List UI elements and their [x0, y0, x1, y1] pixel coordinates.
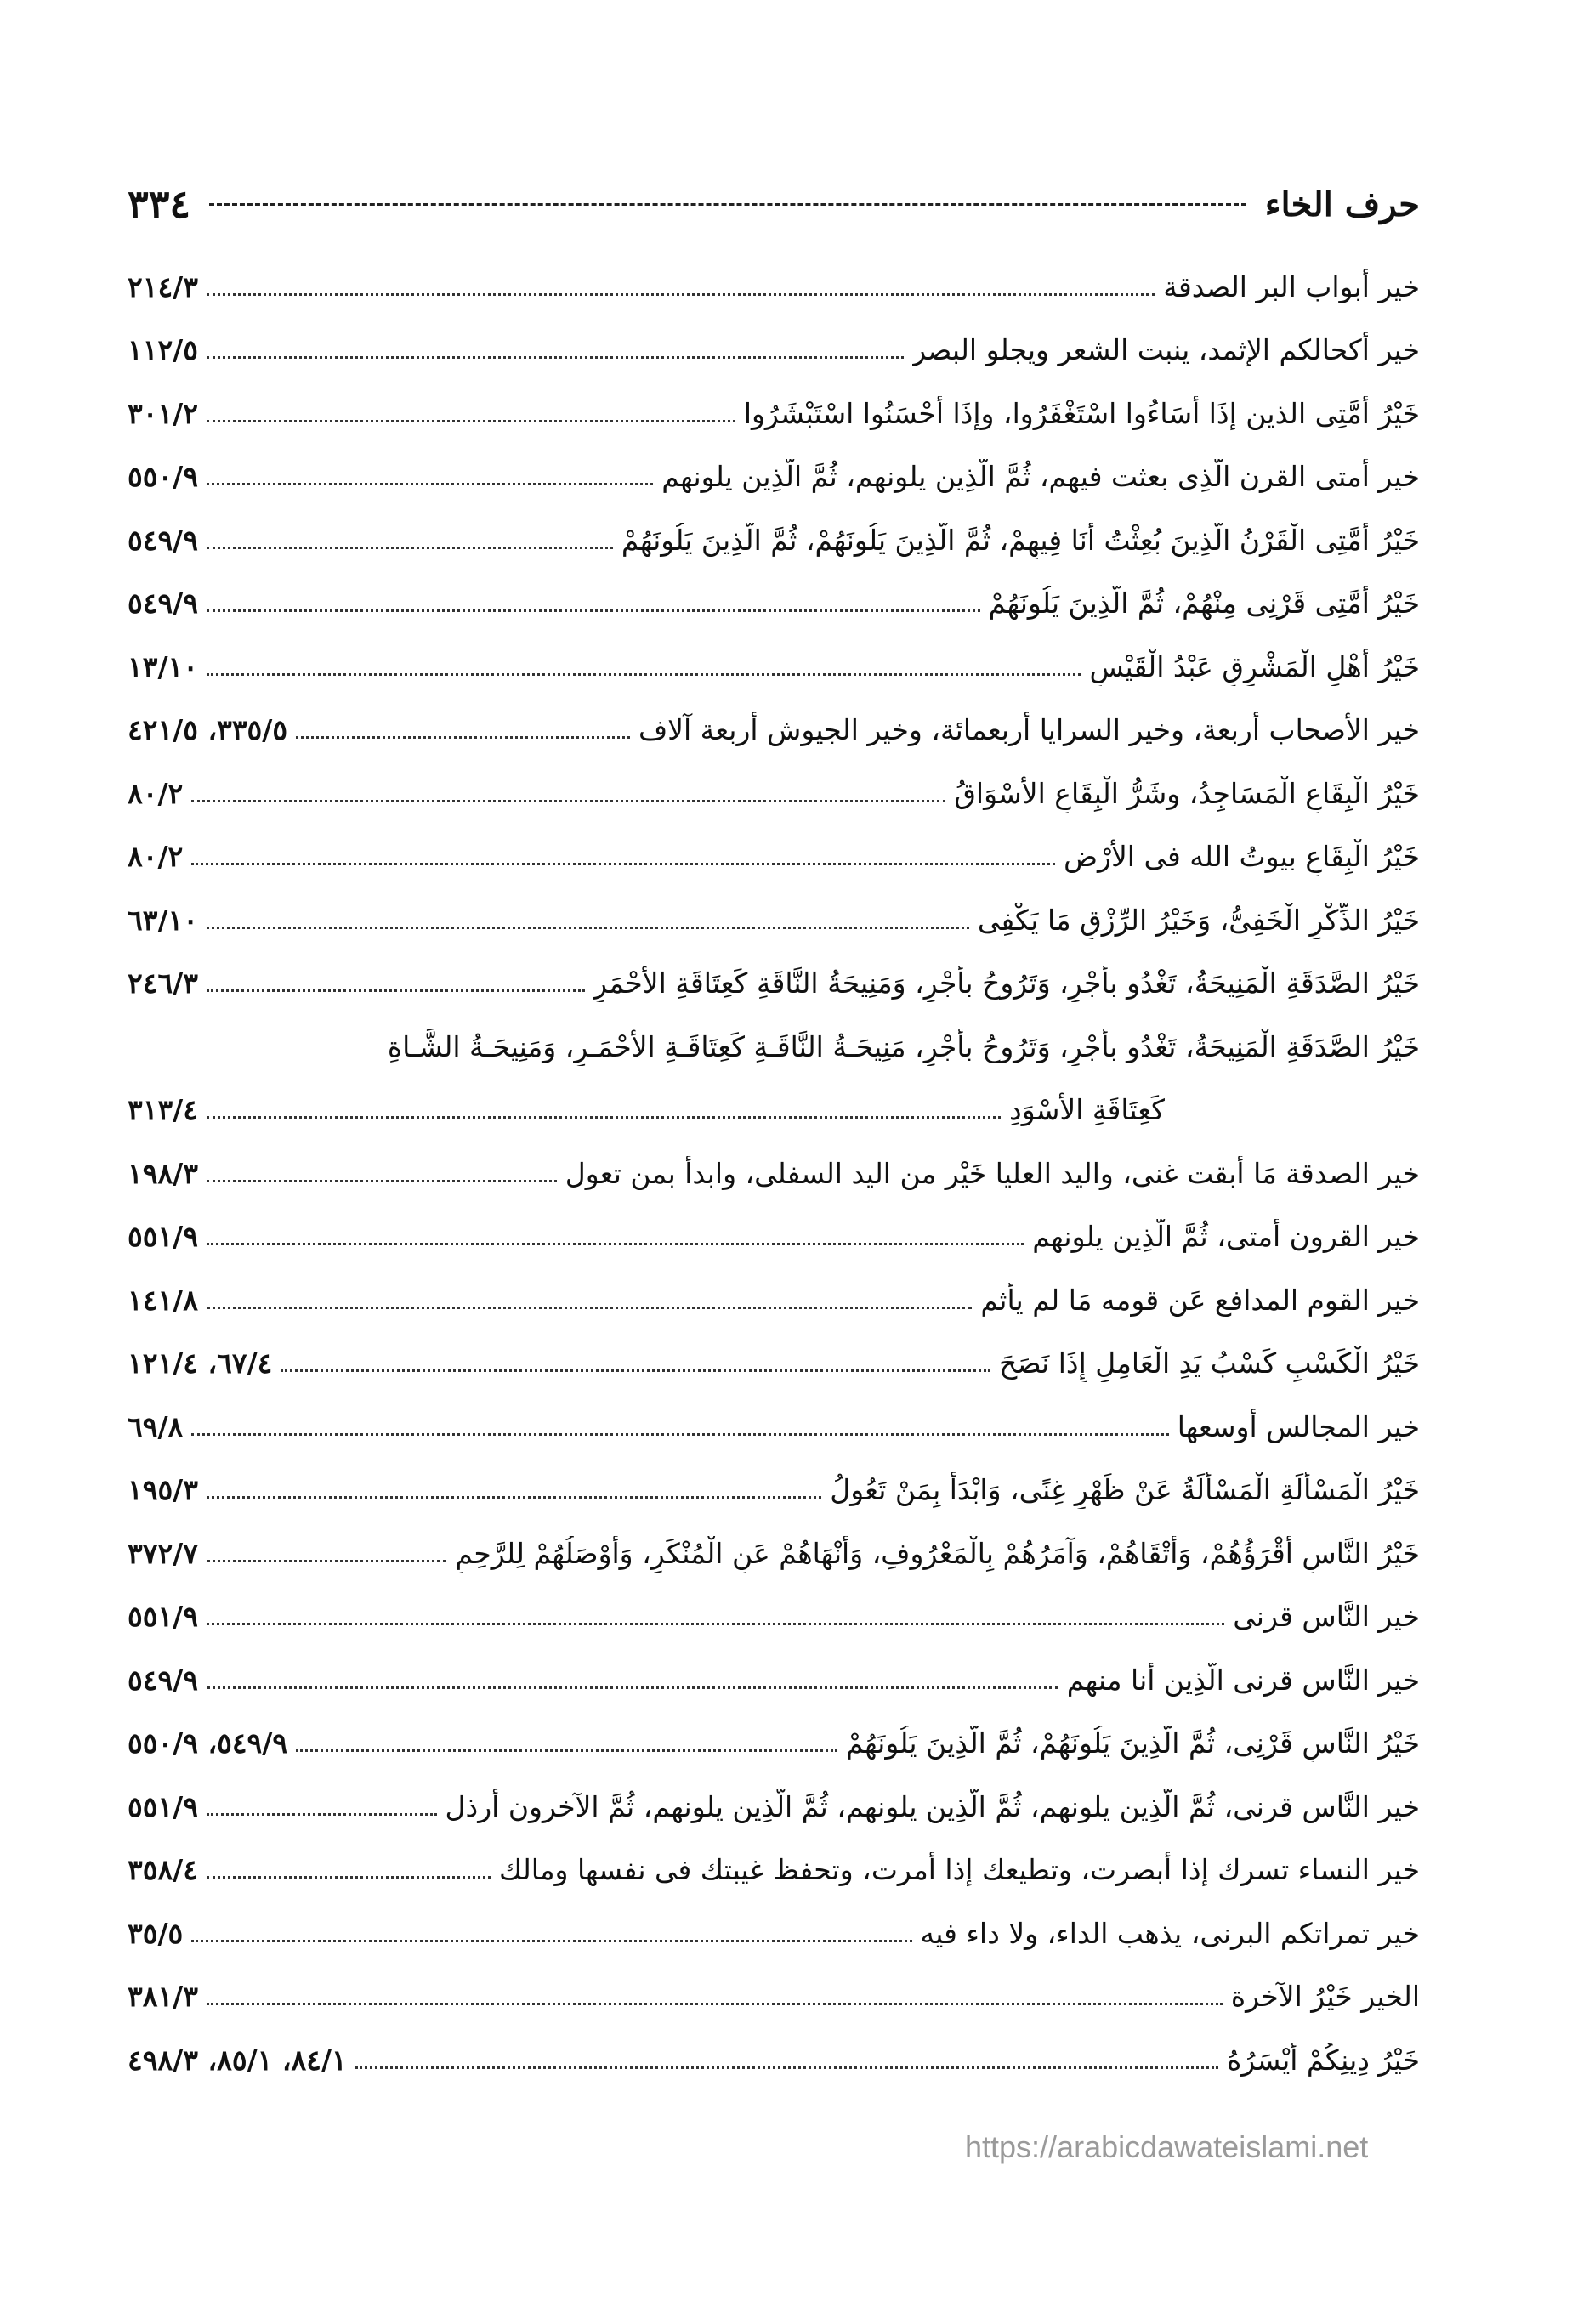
entry-text: خير القرون أمتى، ثُمَّ الّذِين يلونهم: [1032, 1220, 1420, 1254]
entry-reference: ٥٥١/٩: [128, 1220, 198, 1254]
entry-reference: ٥٥١/٩: [128, 1600, 198, 1634]
index-entry: [128, 1319, 1420, 1383]
index-entry: [128, 939, 1420, 1003]
page-number: ٣٣٤: [128, 181, 191, 227]
index-entry: [128, 1066, 1420, 1130]
entry-text: خير الصدقة مَا أبقت غنى، واليد العليا خَيْر من اليد السفلى، وابدأ بمن تعول: [565, 1156, 1420, 1190]
entry-text: خَيْرُ الْبِقَاعِ بيوتُ الله فى الأرْضِ: [1064, 840, 1420, 874]
index-entry: [128, 686, 1420, 750]
dot-leader: [281, 1369, 990, 1372]
index-entry: [128, 2015, 1420, 2079]
entry-text: خَيْرُ أَهْلِ الْمَشْرِقِ عَبْدُ الْقَيْسِ: [1089, 649, 1420, 683]
entry-reference: ٢١٤/٣: [128, 269, 198, 303]
entry-reference: ٣٥٨/٤: [128, 1853, 198, 1887]
dot-leader: [207, 1813, 437, 1816]
entry-reference: ٥٤٩/٩: [128, 1663, 198, 1697]
index-entry: [128, 1193, 1420, 1256]
index-entry: [128, 1826, 1420, 1890]
entry-text: خير القوم المدافع عَن قومه مَا لم يأثم: [980, 1283, 1420, 1317]
entry-text: خَيْرُ الذِّكْرِ الْخَفِىُّ، وَخَيْرُ الرِّزْقِ مَا يَكْفِى: [977, 903, 1420, 937]
entry-text: الخير خَيْرُ الآخرة: [1230, 1980, 1420, 2014]
dot-leader: [207, 1116, 1001, 1119]
dot-leader: [207, 483, 653, 485]
entry-reference: ١١٢/٥: [128, 333, 198, 367]
entry-reference: ٥٥٠/٩: [128, 460, 198, 494]
index-entry: [128, 242, 1420, 306]
entry-text: خير المجالس أوسعها: [1177, 1409, 1420, 1443]
entry-text: خَيْرُ الصَّدَقَةِ الْمَنِيحَةُ، تَغْدُو بأجْرٍ، وَتَرُوحُ بأجْرٍ، وَمَنِيحَةُ النَّاقَةِ كَعِتَاقَةِ الأحْمَرِ: [593, 966, 1420, 1000]
entry-reference: ٣١٣/٤: [128, 1093, 198, 1127]
entry-text: خير النَّاس قرنى، ثُمَّ الّذِين يلونهم، ثُمَّ الّذِين يلونهم، ثُمَّ الّذِين يلونهم، ثُمَّ الآخرون أرذل: [445, 1789, 1420, 1823]
index-entry: [128, 1446, 1420, 1510]
entry-text: خَيْرُ النَّاسِ قَرْنِى، ثُمَّ الَّذِينَ يَلُونَهُمْ، ثُمَّ الَّذِينَ يَلُونَهُمْ: [845, 1726, 1420, 1760]
entry-text: خير الأصحاب أربعة، وخير السرايا أربعمائة، وخير الجيوش أربعة آلاف: [638, 713, 1420, 747]
entry-text: خير أكحالكم الإثمد، ينبت الشعر ويجلو البصر: [912, 333, 1420, 367]
entry-reference: ٥٤٩/٩، ٥٥٠/٩: [128, 1726, 288, 1760]
header-divider: [209, 203, 1246, 206]
entry-text: خير النساء تسرك إذا أبصرت، وتطيعك إذا أمرت، وتحفظ غيبتك فى نفسها ومالك: [498, 1853, 1420, 1887]
entry-text: خير تمراتكم البرنى، يذهب الداء، ولا داء فيه: [920, 1916, 1420, 1950]
entry-reference: ٦٩/٨: [128, 1409, 184, 1443]
entry-reference: ٣٨١/٣: [128, 1980, 198, 2014]
entry-text: خَيْرُ الْكَسْبِ كَسْبُ يَدِ الْعَامِلِ إِذَا نَصَحَ: [999, 1346, 1420, 1380]
dot-leader: [207, 547, 613, 549]
entry-reference: ٣٠١/٢: [128, 396, 198, 430]
dot-leader: [207, 1496, 821, 1499]
entry-reference: ١٩٥/٣: [128, 1473, 198, 1507]
dot-leader: [207, 927, 969, 929]
entry-reference: ٦٣/١٠: [128, 903, 198, 937]
dot-leader: [207, 356, 904, 359]
index-entry: [128, 1129, 1420, 1193]
entry-text: خَيْرُ أُمَّتِى الْقَرْنُ الَّذِينَ بُعِثْتُ أَنَا فِيهِمْ، ثُمَّ الَّذِينَ يَلُونَهُمْ، ثُمَّ الَّذِينَ يَلُونَهُمْ: [621, 523, 1420, 557]
index-entry: [128, 496, 1420, 559]
index-entry: [128, 306, 1420, 370]
entry-reference: ٥٤٩/٩: [128, 587, 198, 621]
entry-text: خَيْرُ أُمَّتِى الذين إذَا أسَاءُوا اسْتَغْفَرُوا، وإذَا أحْسَنُوا اسْتَبْشَرُوا: [743, 396, 1420, 430]
entry-text: خَيْرُ الْمَسْأَلَةِ الْمَسْأَلَةُ عَنْ ظَهْرِ غِنًى، وَابْدَأْ بِمَنْ تَعُولُ: [830, 1473, 1420, 1507]
index-entry: [128, 749, 1420, 813]
entry-reference: ١٩٨/٣: [128, 1156, 198, 1190]
index-entry: [128, 369, 1420, 433]
index-entry: [128, 1889, 1420, 1953]
entry-text: خَيْرُ دِينِكُمْ أَيْسَرُهُ: [1227, 2043, 1420, 2077]
index-entries: [128, 242, 1420, 2079]
dot-leader: [191, 1433, 1168, 1436]
dot-leader: [207, 1686, 1058, 1689]
entry-reference: ٨٤/١، ٨٥/١، ٤٩٨/٣: [128, 2043, 347, 2077]
watermark: https://arabicdawateislami.net: [965, 2129, 1369, 2164]
entry-text: خير أمتى القرن الّذِى بعثت فيهم، ثُمَّ الّذِين يلونهم، ثُمَّ الّذِين يلونهم: [661, 460, 1420, 494]
chapter-title: حرف الخاء: [1264, 184, 1420, 224]
entry-reference: ٦٧/٤، ١٢١/٤: [128, 1346, 273, 1380]
index-entry: [128, 433, 1420, 496]
dot-leader: [355, 2066, 1218, 2069]
dot-leader: [207, 1560, 446, 1562]
index-entry: [128, 1509, 1420, 1573]
dot-leader: [207, 1876, 491, 1879]
index-entry: [128, 559, 1420, 623]
index-entry: [128, 1256, 1420, 1319]
entry-reference: ١٤١/٨: [128, 1283, 198, 1317]
index-entry: [128, 1573, 1420, 1636]
dot-leader: [207, 1243, 1024, 1245]
dot-leader: [207, 609, 980, 612]
index-entry: [128, 1382, 1420, 1446]
index-entry: [128, 876, 1420, 939]
index-entry: [128, 1762, 1420, 1826]
entry-reference: ٣٧٢/٧: [128, 1536, 198, 1570]
dot-leader: [207, 1307, 972, 1309]
dot-leader: [207, 293, 1155, 296]
entry-text: خير النَّاس قرنى: [1233, 1600, 1420, 1634]
dot-leader: [296, 736, 630, 739]
entry-text: خير أبواب البر الصدقة: [1163, 269, 1420, 303]
entry-reference: ٥٤٩/٩: [128, 523, 198, 557]
dot-leader: [207, 673, 1081, 676]
index-entry: [128, 622, 1420, 686]
index-entry: [128, 1635, 1420, 1699]
dot-leader: [207, 420, 735, 422]
entry-reference: ٨٠/٢: [128, 776, 184, 810]
dot-leader: [207, 1180, 557, 1182]
dot-leader: [191, 863, 1055, 865]
dot-leader: [191, 800, 945, 802]
dot-leader: [207, 2003, 1223, 2005]
entry-text: كَعِتَاقَةِ الأَسْوَدِ: [1009, 1093, 1165, 1127]
entry-text: خَيْرُ الْبِقَاعِ الْمَسَاجِدُ، وشَرُّ الْبِقَاعِ الأَسْوَاقُ: [954, 776, 1420, 810]
dot-leader: [296, 1749, 837, 1752]
entry-reference: ١٣/١٠: [128, 649, 198, 683]
entry-reference: ٥٥١/٩: [128, 1789, 198, 1823]
entry-text: خَيْرُ النَّاسِ أَقْرَؤُهُمْ، وَأَتْقَاهُمْ، وَآمَرُهُمْ بِالْمَعْرُوفِ، وَأَنْهَاهُمْ عَنِ الْمُنْكَرِ، وَأَوْصَلُهُمْ لِلرَّحِمِ: [455, 1536, 1420, 1570]
index-entry: [128, 1699, 1420, 1763]
dot-leader: [207, 1623, 1224, 1625]
index-entry: [128, 1002, 1420, 1066]
entry-reference: ٨٠/٢: [128, 840, 184, 874]
entry-text: خَيْرُ الصَّدَقَةِ الْمَنِيحَةُ، تَغْدُو بأجْرٍ، وَتَرُوحُ بأجْرٍ، مَنِيحَـةُ النَّاقَـةِ كَعِتَاقَـةِ الأحْمَـرِ، وَمَنِيحَـةُ الشَّـاةِ: [387, 1029, 1420, 1063]
entry-text: خَيْرُ أُمَّتِى قَرْنِى مِنْهُمْ، ثُمَّ الَّذِينَ يَلُونَهُمْ: [988, 587, 1420, 621]
entry-reference: ٣٣٥/٥، ٤٢١/٥: [128, 713, 288, 747]
entry-reference: ٢٤٦/٣: [128, 966, 198, 1000]
index-entry: [128, 1953, 1420, 2016]
entry-text: خير النَّاس قرنى الّذِين أنا منهم: [1066, 1663, 1420, 1697]
dot-leader: [191, 1940, 911, 1942]
entry-reference: ٣٥/٥: [128, 1916, 184, 1950]
page-header: [128, 174, 1420, 234]
index-entry: [128, 813, 1420, 876]
dot-leader: [207, 989, 585, 992]
